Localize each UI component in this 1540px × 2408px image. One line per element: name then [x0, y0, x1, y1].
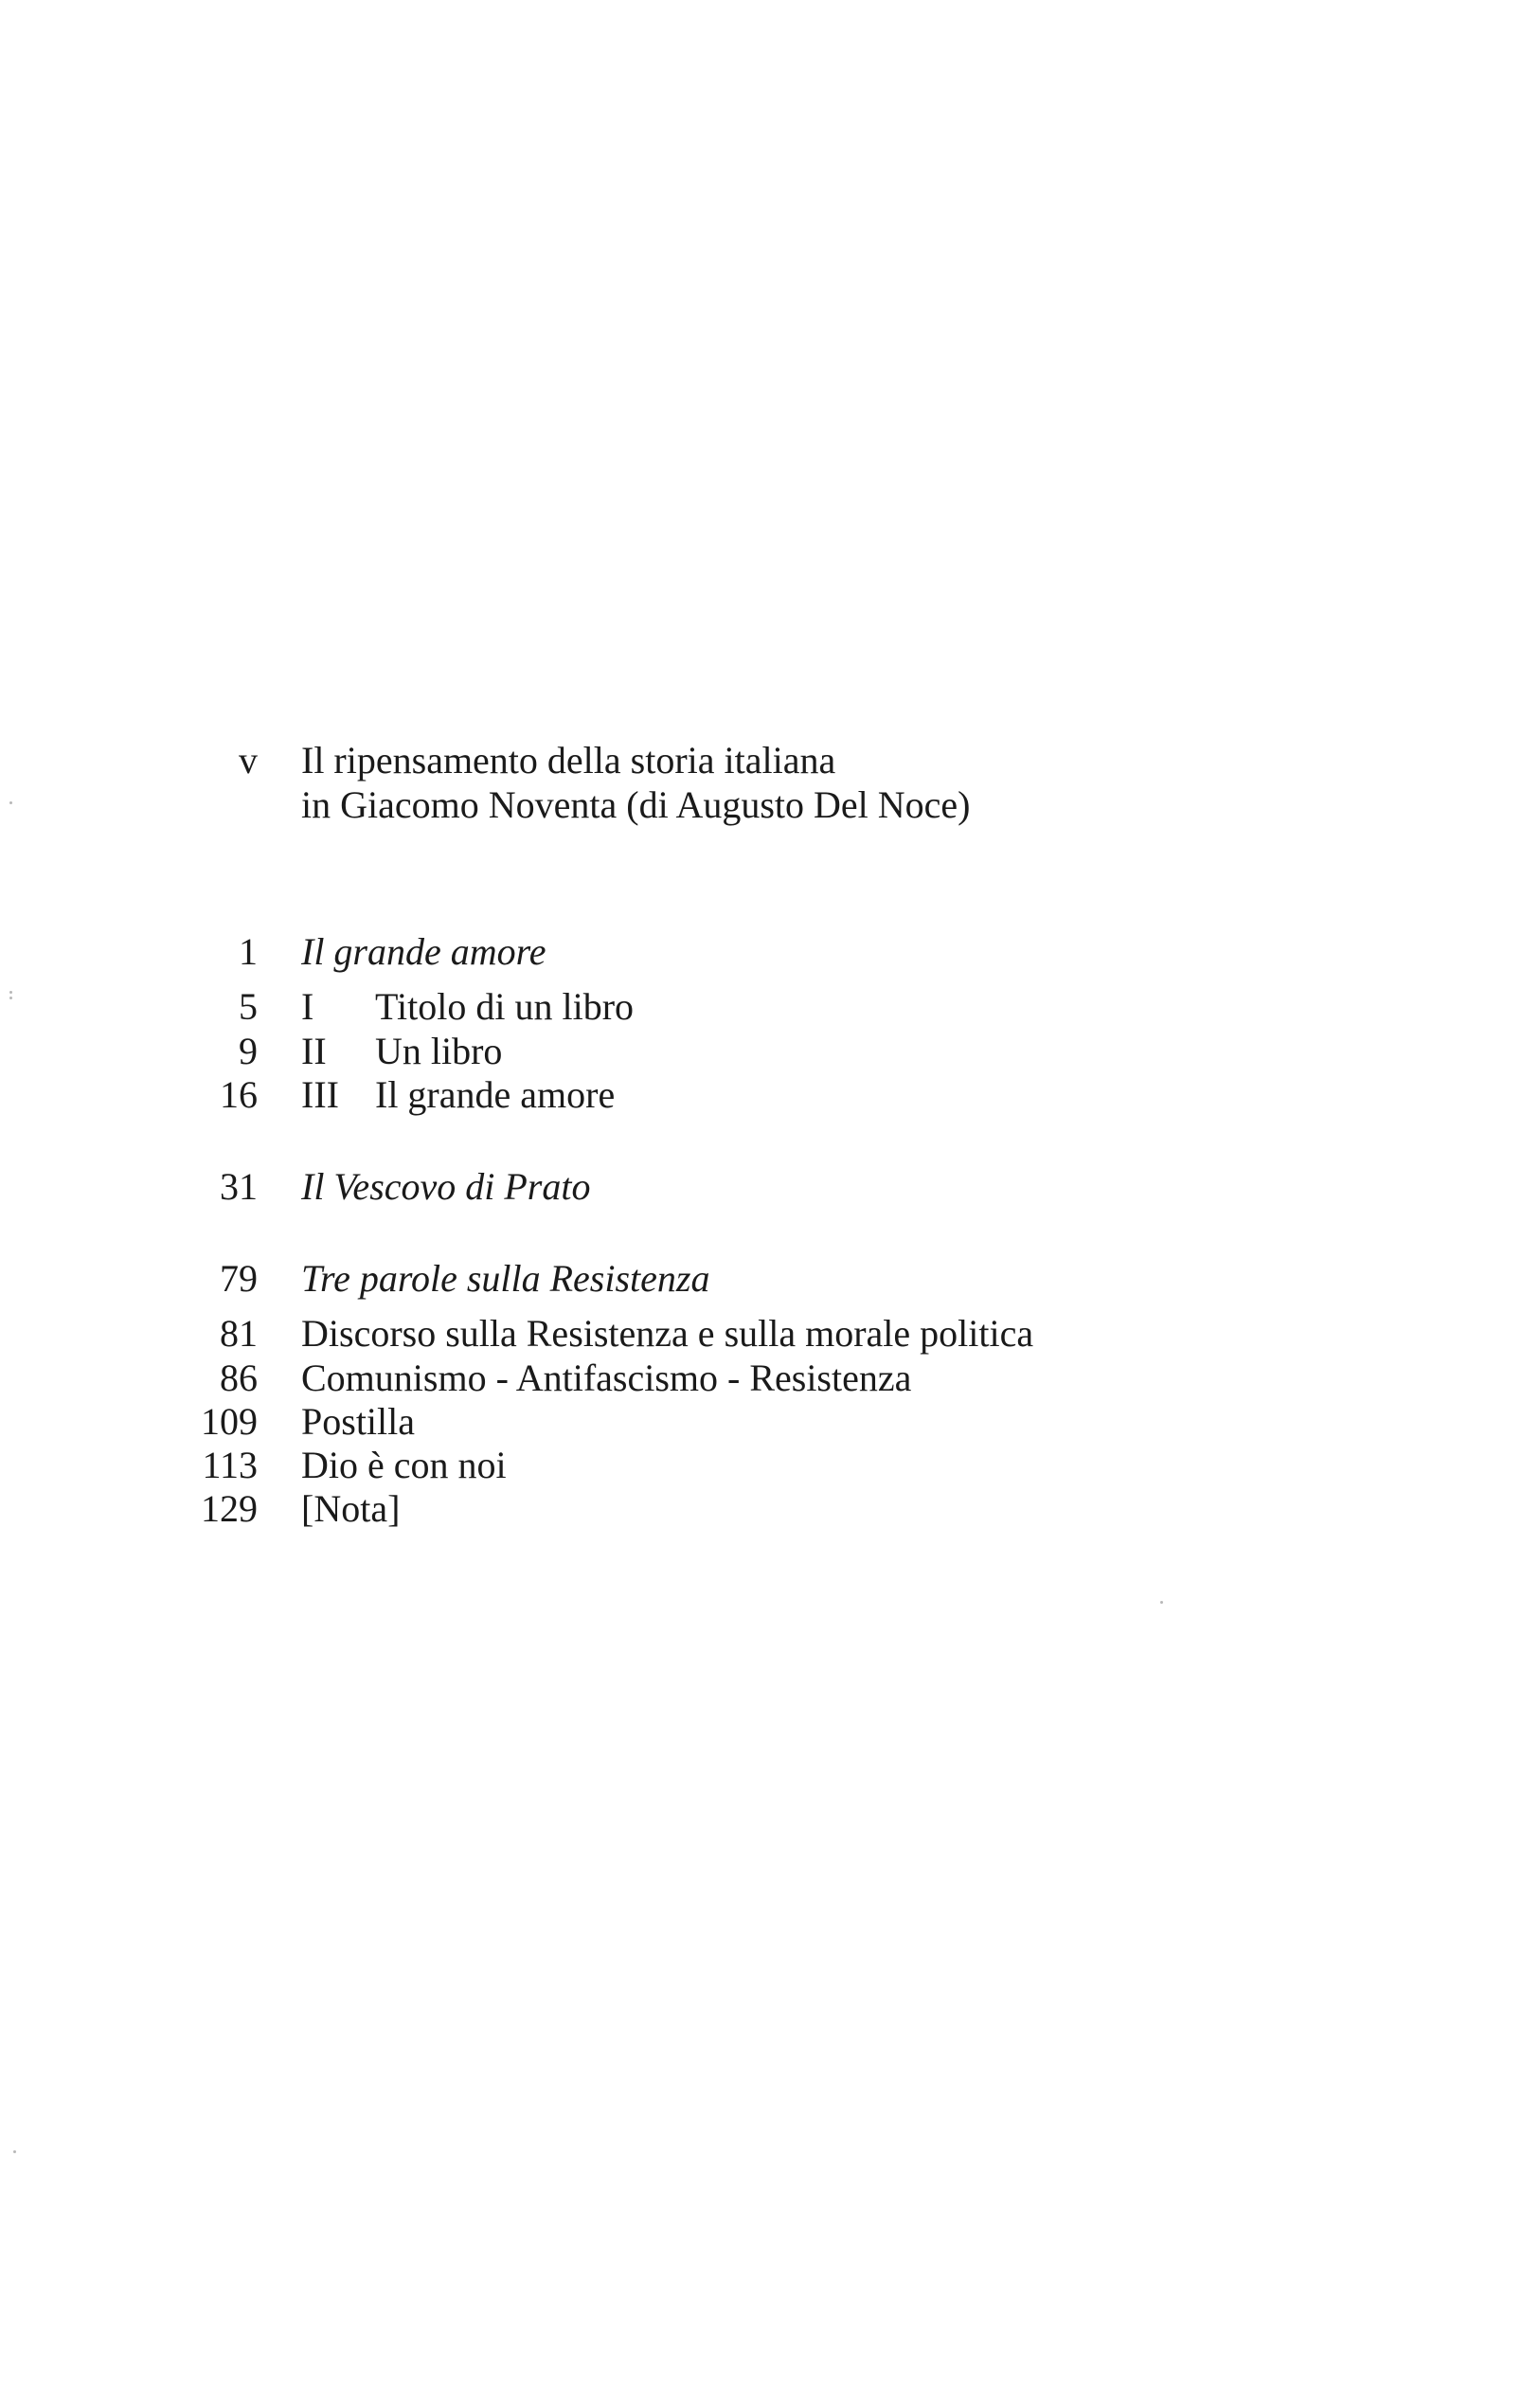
toc-section-heading: [0, 1257, 1540, 1301]
scan-speck: [9, 991, 12, 994]
toc-entry: [0, 1357, 1540, 1400]
chapter-numeral: III: [301, 1073, 339, 1116]
page-number: 5: [239, 985, 258, 1028]
chapter-title: Un libro: [375, 1030, 503, 1072]
page-number: 31: [220, 1165, 258, 1208]
toc-entry: [0, 1400, 1540, 1444]
page-number: 16: [220, 1073, 258, 1116]
toc-entry-intro-continued: [0, 783, 1540, 827]
scan-speck: [9, 997, 12, 999]
entry-title-line-1: Il ripensamento della storia italiana: [301, 739, 836, 782]
entry-title: Comunismo - Antifascismo - Resistenza: [301, 1357, 912, 1399]
toc-chapter: [0, 985, 1540, 1029]
page-number: 1: [239, 930, 258, 973]
page-number: 9: [239, 1030, 258, 1072]
toc-entry: [0, 1312, 1540, 1356]
scan-speck: [9, 801, 12, 804]
scan-speck: [1160, 1601, 1163, 1604]
entry-title: Discorso sulla Resistenza e sulla morale politica: [301, 1312, 1034, 1355]
chapter-numeral: I: [301, 985, 314, 1028]
entry-title: Dio è con noi: [301, 1444, 507, 1486]
entry-title: Postilla: [301, 1400, 416, 1443]
section-title: Il Vescovo di Prato: [301, 1165, 591, 1208]
chapter-numeral: II: [301, 1030, 327, 1072]
page-number: 79: [220, 1257, 258, 1300]
page-number: 109: [201, 1400, 258, 1443]
page-number: v: [239, 739, 258, 782]
page-number: 86: [220, 1357, 258, 1399]
section-title: Il grande amore: [301, 930, 546, 973]
toc-section-heading: [0, 1165, 1540, 1209]
scan-speck: [13, 2150, 16, 2153]
entry-title: [Nota]: [301, 1487, 401, 1530]
chapter-title: Titolo di un libro: [375, 985, 635, 1028]
page-number: 81: [220, 1312, 258, 1355]
page-number: 113: [202, 1444, 258, 1486]
entry-title-line-2: in Giacomo Noventa (di Augusto Del Noce): [301, 783, 971, 826]
toc-entry-intro: [0, 739, 1540, 782]
page-number: 129: [201, 1487, 258, 1530]
chapter-title: Il grande amore: [375, 1073, 616, 1116]
toc-entry: [0, 1444, 1540, 1487]
section-title: Tre parole sulla Resistenza: [301, 1257, 710, 1300]
toc-chapter: [0, 1030, 1540, 1073]
toc-chapter: [0, 1073, 1540, 1117]
toc-entry: [0, 1487, 1540, 1531]
toc-section-heading: [0, 930, 1540, 974]
